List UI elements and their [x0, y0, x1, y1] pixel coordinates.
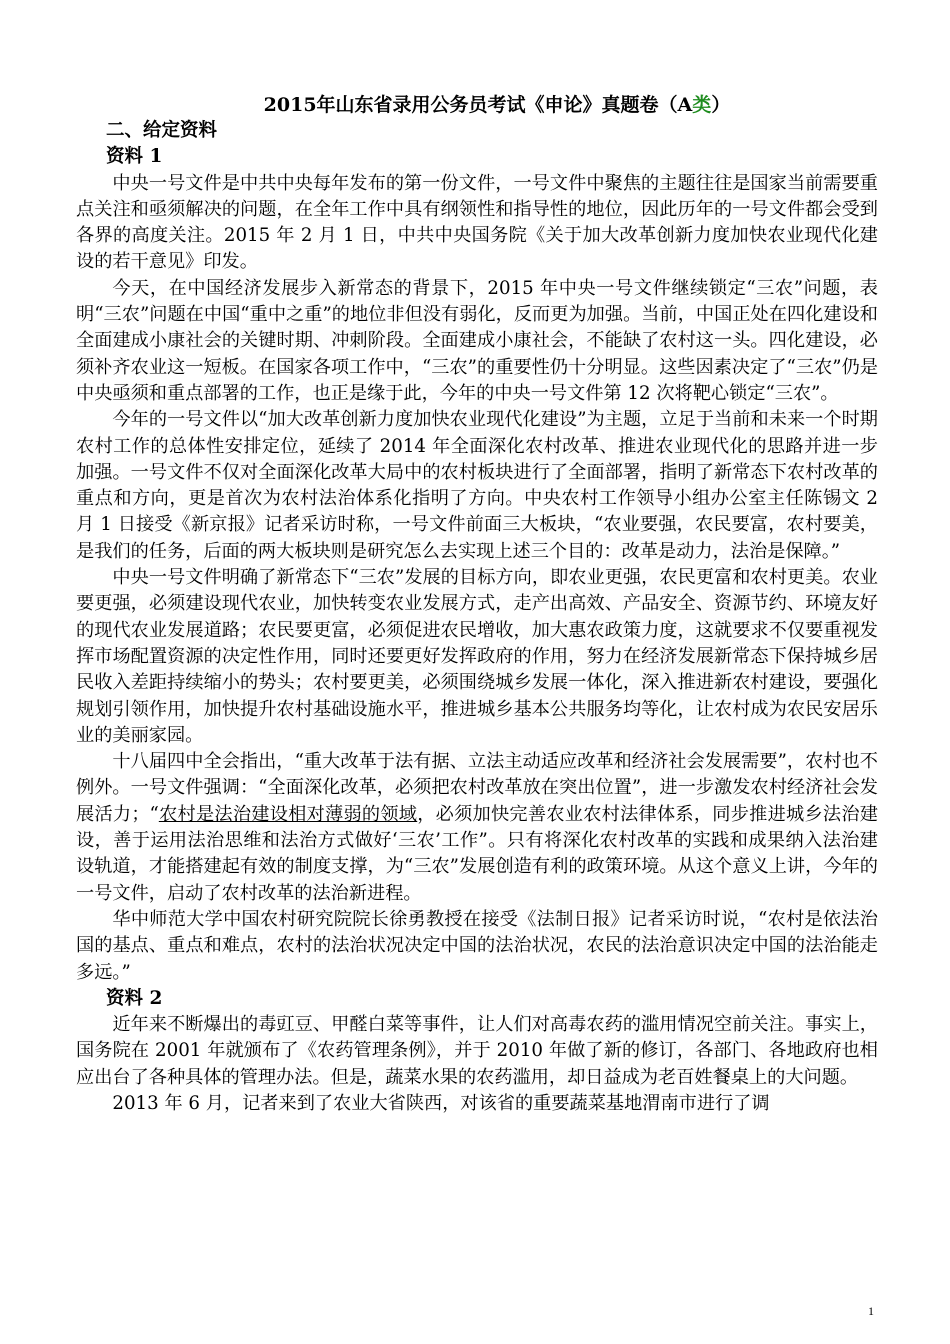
material-2-paragraph: 2013 年 6 月，记者来到了农业大省陕西，对该省的重要蔬菜基地渭南市进行了调: [112, 1092, 770, 1114]
document-page: [76, 92, 878, 1117]
title-end: ）: [711, 94, 731, 116]
section-heading: 二、给定资料: [106, 120, 218, 141]
material-1-paragraph: 中央一号文件是中共中央每年发布的第一份文件，一号文件中聚焦的主题往往是国家当前需要重点关注和亟须解决的问题，在全年工作中具有纲领性和指导性的地位，因此历年的一号文件都会受到各界的高度关注。2015 年 2 月 1 日，中共中央国务院《关于加大改革创新力度加快农业现代化建设的若干意见》印发。: [76, 172, 878, 273]
material-1-paragraph: 今年的一号文件以“加大改革创新力度加快农业现代化建设”为主题，立足于当前和未来一个时期农村工作的总体性安排定位，延续了 2014 年全面深化农村改革、推进农业现代化的思路并进一步加强。一号文件不仅对全面深化改革大局中的农村板块进行了全面部署，指明了新常态下农村改革的重点和方向，更是首次为农村法治体系化指明了方向。中央农村工作领导小组办公室主任陈锡文 2 月 1 日接受《新京报》记者采访时称，一号文件前面三大板块，“农业要强，农民要富，农村要美，是我们的任务，后面的两大板块则是研究怎么去实现上述三个目的：改革是动力，法治是保障。”: [76, 409, 878, 562]
material-1-paragraph: 中央一号文件明确了新常态下“三农”发展的目标方向，即农业更强，农民更富和农村更美。农业要更强，必须建设现代农业，加快转变农业发展方式，走产出高效、产品安全、资源节约、环境友好的现代农业发展道路；农民要更富，必须促进农民增收，加大惠农政策力度，这就要求不仅要重视发挥市场配置资源的决定性作用，同时还要更好发挥政府的作用，努力在经济发展新常态下保持城乡居民收入差距持续缩小的势头；农村要更美，必须围绕城乡发展一体化，深入推进新农村建设，要强化规划引领作用，加快提升农村基础设施水平，推进城乡基本公共服务均等化，让农村成为农民安居乐业的美丽家园。: [76, 567, 878, 746]
title-text: 2015年山东省录用公务员考试《申论》真题卷（A: [263, 94, 693, 116]
paragraph-text: 十八届四中全会指出，“重大改革于法有据、立法主动适应改革和经济社会发展需要”，农村也不例外。一号文件强调：“全面深化改革，必须把农村改革放在突出位置”，进一步激发农村经济社会发展活力；“: [76, 751, 878, 825]
material-1-heading: 资料 1: [106, 146, 163, 168]
page-number: 1: [868, 1304, 874, 1318]
material-1-paragraph: 今天，在中国经济发展步入新常态的背景下，2015 年中央一号文件继续锁定“三农”问题，表明“三农”问题在中国“重中之重”的地位非但没有弱化，反而更为加强。当前，中国正处在四化建设和全面建成小康社会的关键时期、冲刺阶段。全面建成小康社会，不能缺了农村这一头。四化建设，必须补齐农业这一短板。在国家各项工作中，“三农”的重要性仍十分明显。这些因素决定了“三农”仍是中央亟须和重点部署的工作，也正是缘于此，今年的中央一号文件第 12 次将靶心锁定“三农”。: [76, 277, 878, 404]
material-1-paragraph: 华中师范大学中国农村研究院院长徐勇教授在接受《法制日报》记者采访时说，“农村是依法治国的基点、重点和难点，农村的法治状况决定中国的法治状况，农民的法治意识决定中国的法治能走多远。”: [76, 908, 878, 983]
material-1-paragraph: [76, 749, 878, 907]
paragraph-text: ，必须加快完善农业农村法律体系，同步推进城乡法治建设，善于运用法治思维和法治方式做好‘三农’工作”。只有将深化农村改革的实践和成果纳入法治建设轨道，才能搭建起有效的制度支撑，为“三农”发展创造有利的政策环境。从这个意义上讲，今年的一号文件，启动了农村改革的法治新进程。: [76, 803, 878, 904]
title-category: 类: [692, 94, 712, 116]
material-2-paragraph: 近年来不断爆出的毒豇豆、甲醛白菜等事件，让人们对高毒农药的滥用情况空前关注。事实上，国务院在 2001 年就颁布了《农药管理条例》，并于 2010 年做了新的修订，各部门、各地政府也相应出台了各种具体的管理办法。但是，蔬菜水果的农药滥用，却日益成为老百姓餐桌上的大问题。: [76, 1014, 878, 1088]
underlined-phrase: 农村是法治建设相对薄弱的领域: [158, 803, 418, 825]
document-title: [76, 92, 878, 118]
material-2-heading: 资料 2: [106, 987, 163, 1009]
